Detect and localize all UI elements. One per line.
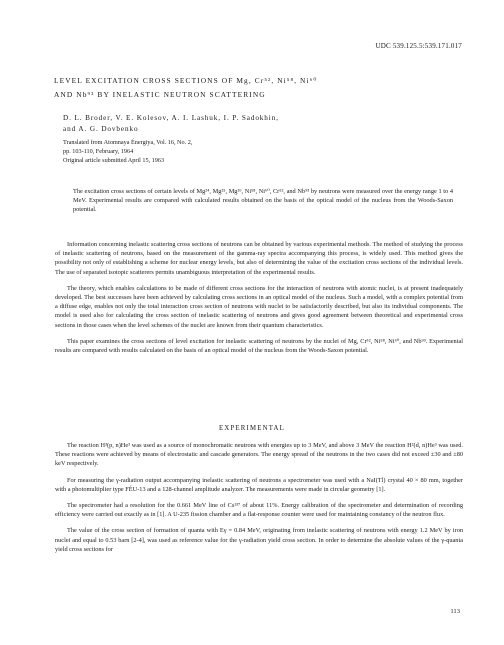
body-paragraph: Information concerning inelastic scattering cross sections of neutrons can be obtained by various experimental methods. The method of studying the process of inelastic scattering of neutrons, based on the measurement of the gamma-ray spectra accompanying this process, is widely used. This method gives the possibility not only of establishing a scheme for nuclear energy levels, but also of determining the value of the excitation cross sections of the individual levels. The use of separated isotopic scatterers permits unambiguous interpretation of the experimental results. <box>55 241 463 276</box>
experimental-section <box>55 441 463 561</box>
authors-line-2: and A. G. Dovbenko <box>63 125 139 133</box>
title-line-1: LEVEL EXCITATION CROSS SECTIONS OF Mg, Cr⁵², Ni⁵⁸, Ni⁶⁰ <box>54 76 318 85</box>
authors-line-1: D. L. Broder, V. E. Kolesov, A. I. Lashuk, I. P. Sadokhin, <box>63 114 279 122</box>
introduction <box>55 240 463 362</box>
body-paragraph: The value of the cross section of formation of quanta with Eγ = 0.84 MeV, originating from inelastic scattering of neutrons with energy 1.2 MeV by iron nuclei and equal to 0.53 barn [2-4], was used as reference value for the γ-radiation yield cross section. In order to determine the absolute values of the γ-quanta yield cross sections for <box>55 527 463 553</box>
body-paragraph: The theory, which enables calculations to be made of different cross sections for the interaction of neutrons with atomic nuclei, is at present inadequately developed. The best successes have been achieved by calculating cross sections in an optical model of the nucleus. Such a model, with a complex potential from a diffuse edge, enables not only the total interaction cross section of neutrons with nuclei to be satisfactorily described, but also its individual components. The model is used also for calculating the cross section of inelastic scattering of neutrons and gives good agreement between theoretical and experimental cross sections in those cases when the level schemes of the nuclei are known from their quantum characteristics. <box>55 284 463 329</box>
page-number: 113 <box>450 608 460 615</box>
body-paragraph: The reaction H³(p, n)He³ was used as a source of monochromatic neutrons with energies up to 3 MeV, and above 3 MeV the reaction H²(d, n)He³ was used. These reactions were achieved by means of electrostatic and cascade generators. The energy spread of the neutrons in the two cases did not exceed ±30 and ±80 keV respectively. <box>55 442 463 468</box>
body-paragraph: For measuring the γ-radiation output accompanying inelastic scattering of neutrons a spectrometer was used with a NaI(Tl) crystal 40 × 80 mm, together with a photomultiplier type FÉU-13 and a 128-channel amplitude analyzer. The measurements were made in circular geometry [1]. <box>55 476 463 493</box>
body-paragraph: The spectrometer had a resolution for the 0.661 MeV line of Cs¹³⁷ of about 11%. Energy calibration of the spectrometer and determination of recording efficiency were carried out exactly as in [1]. A U-235 fission chamber and a flat-response counter were used for maintaining constancy of the neutron flux. <box>55 502 463 519</box>
translation-line-1: Translated from Atomnaya Énergiya, Vol. 16, No. 2, <box>63 139 193 146</box>
translation-note <box>63 138 443 166</box>
translation-line-2: pp. 103-110, February, 1964 <box>63 148 134 156</box>
submission-date: Original article submitted April 15, 1963 <box>63 157 165 165</box>
author-list <box>63 113 463 135</box>
section-heading: EXPERIMENTAL <box>219 425 285 432</box>
title-line-2: AND Nb⁹³ BY INELASTIC NEUTRON SCATTERING <box>54 90 266 99</box>
body-paragraph: This paper examines the cross sections of level excitation for inelastic scattering of neutrons by the nuclei of Mg, Cr⁵², Ni⁵⁸, Ni⁶⁰, and Nb⁹³. Experimental results are compared with results calculated on the basis of an optical model of the nucleus from the Woods-Saxon potential. <box>55 337 463 355</box>
abstract: The excitation cross sections of certain levels of Mg²⁴, Mg²⁵, Mg²⁶, Ni⁵⁸, Ni⁶⁰, Cr⁵², and Nb⁹³ by neutrons were measured over the energy range 1 to 4 MeV. Experimental results are compared with calculated results obtained on the basis of the optical model of the nucleus from the Woods-Saxon potential. <box>73 188 453 214</box>
paper-title <box>54 74 474 102</box>
udc-code: UDC 539.125.5:539.171.017 <box>375 42 462 50</box>
